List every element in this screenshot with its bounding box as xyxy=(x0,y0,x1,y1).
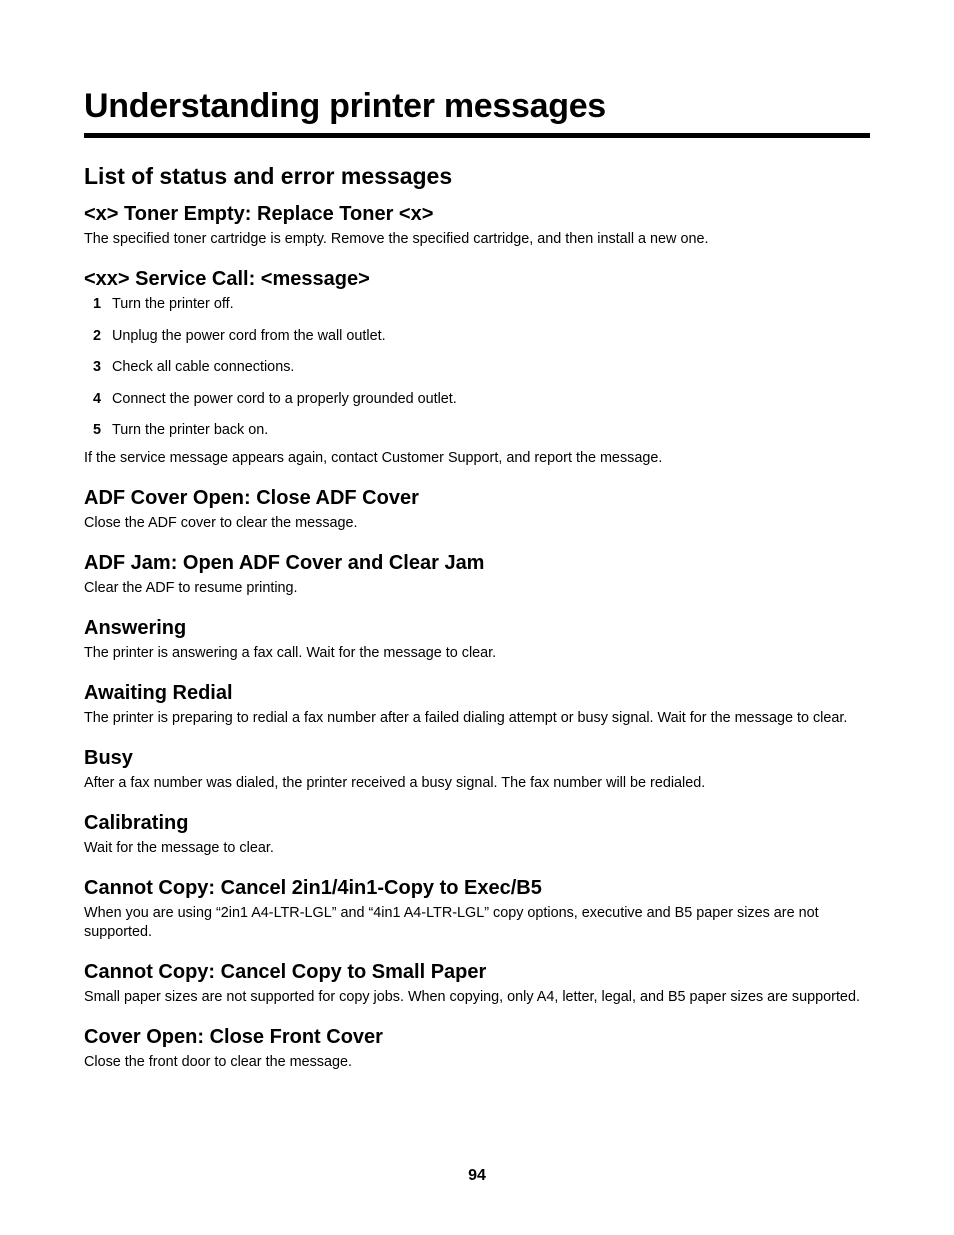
message-entry-busy xyxy=(84,746,870,793)
message-description: The specified toner cartridge is empty. Remove the specified cartridge, and then install a new one. xyxy=(84,231,709,247)
step-item xyxy=(84,421,870,449)
step-item xyxy=(84,295,870,327)
message-list xyxy=(84,202,870,1090)
chapter-title: Understanding printer messages xyxy=(84,87,606,125)
message-description: The printer is preparing to redial a fax number after a failed dialing attempt or busy signal. Wait for the message to clear. xyxy=(84,710,848,726)
message-title: Cannot Copy: Cancel Copy to Small Paper xyxy=(84,961,487,983)
message-entry-answering xyxy=(84,616,870,663)
message-title: Awaiting Redial xyxy=(84,682,233,704)
message-description: Close the ADF cover to clear the message. xyxy=(84,515,358,531)
step-text: Connect the power cord to a properly grounded outlet. xyxy=(112,390,457,407)
page-number: 94 xyxy=(468,1167,486,1184)
message-title: Calibrating xyxy=(84,812,189,834)
step-text: Unplug the power cord from the wall outlet. xyxy=(112,327,386,344)
message-entry-cannot-copy-exec-b5 xyxy=(84,876,870,942)
step-list xyxy=(84,295,870,449)
chapter-rule xyxy=(84,133,870,138)
message-description: Close the front door to clear the message. xyxy=(84,1054,352,1070)
message-entry-service-call xyxy=(84,267,870,468)
message-title: Answering xyxy=(84,617,187,639)
message-entry-awaiting-redial xyxy=(84,681,870,728)
step-text: Turn the printer off. xyxy=(112,296,234,312)
message-entry-calibrating xyxy=(84,811,870,858)
message-entry-cover-open xyxy=(84,1025,870,1072)
step-number: 4 xyxy=(93,390,102,407)
message-entry-cannot-copy-small-paper xyxy=(84,960,870,1007)
message-description: If the service message appears again, contact Customer Support, and report the message. xyxy=(84,450,663,466)
message-description: Wait for the message to clear. xyxy=(84,840,274,856)
step-item xyxy=(84,358,870,390)
message-description: The printer is answering a fax call. Wait for the message to clear. xyxy=(84,645,497,661)
message-title: <xx> Service Call: <message> xyxy=(84,268,370,290)
step-number: 5 xyxy=(93,422,102,438)
message-title: ADF Cover Open: Close ADF Cover xyxy=(84,487,419,509)
message-description: When you are using “2in1 A4-LTR-LGL” and “4in1 A4-LTR-LGL” copy options, executive and B5 paper sizes are not supported. xyxy=(84,905,819,940)
message-title: Busy xyxy=(84,747,133,769)
message-title: Cannot Copy: Cancel 2in1/4in1-Copy to Exec/B5 xyxy=(84,877,542,899)
message-title: <x> Toner Empty: Replace Toner <x> xyxy=(84,203,434,225)
message-description: Clear the ADF to resume printing. xyxy=(84,580,298,596)
step-item xyxy=(84,390,870,422)
step-number: 1 xyxy=(93,296,102,312)
step-text: Check all cable connections. xyxy=(112,359,295,375)
message-entry-adf-jam xyxy=(84,551,870,598)
message-title: Cover Open: Close Front Cover xyxy=(84,1026,383,1048)
message-description: After a fax number was dialed, the printer received a busy signal. The fax number will be redialed. xyxy=(84,775,706,791)
message-entry-adf-cover-open xyxy=(84,486,870,533)
section-title: List of status and error messages xyxy=(84,163,453,189)
step-item xyxy=(84,327,870,359)
step-text: Turn the printer back on. xyxy=(112,422,269,438)
message-description: Small paper sizes are not supported for copy jobs. When copying, only A4, letter, legal, and B5 paper sizes are supported. xyxy=(84,989,860,1005)
message-entry-toner-empty xyxy=(84,202,870,249)
step-number: 3 xyxy=(93,359,102,375)
step-number: 2 xyxy=(93,327,102,344)
message-title: ADF Jam: Open ADF Cover and Clear Jam xyxy=(84,552,485,574)
